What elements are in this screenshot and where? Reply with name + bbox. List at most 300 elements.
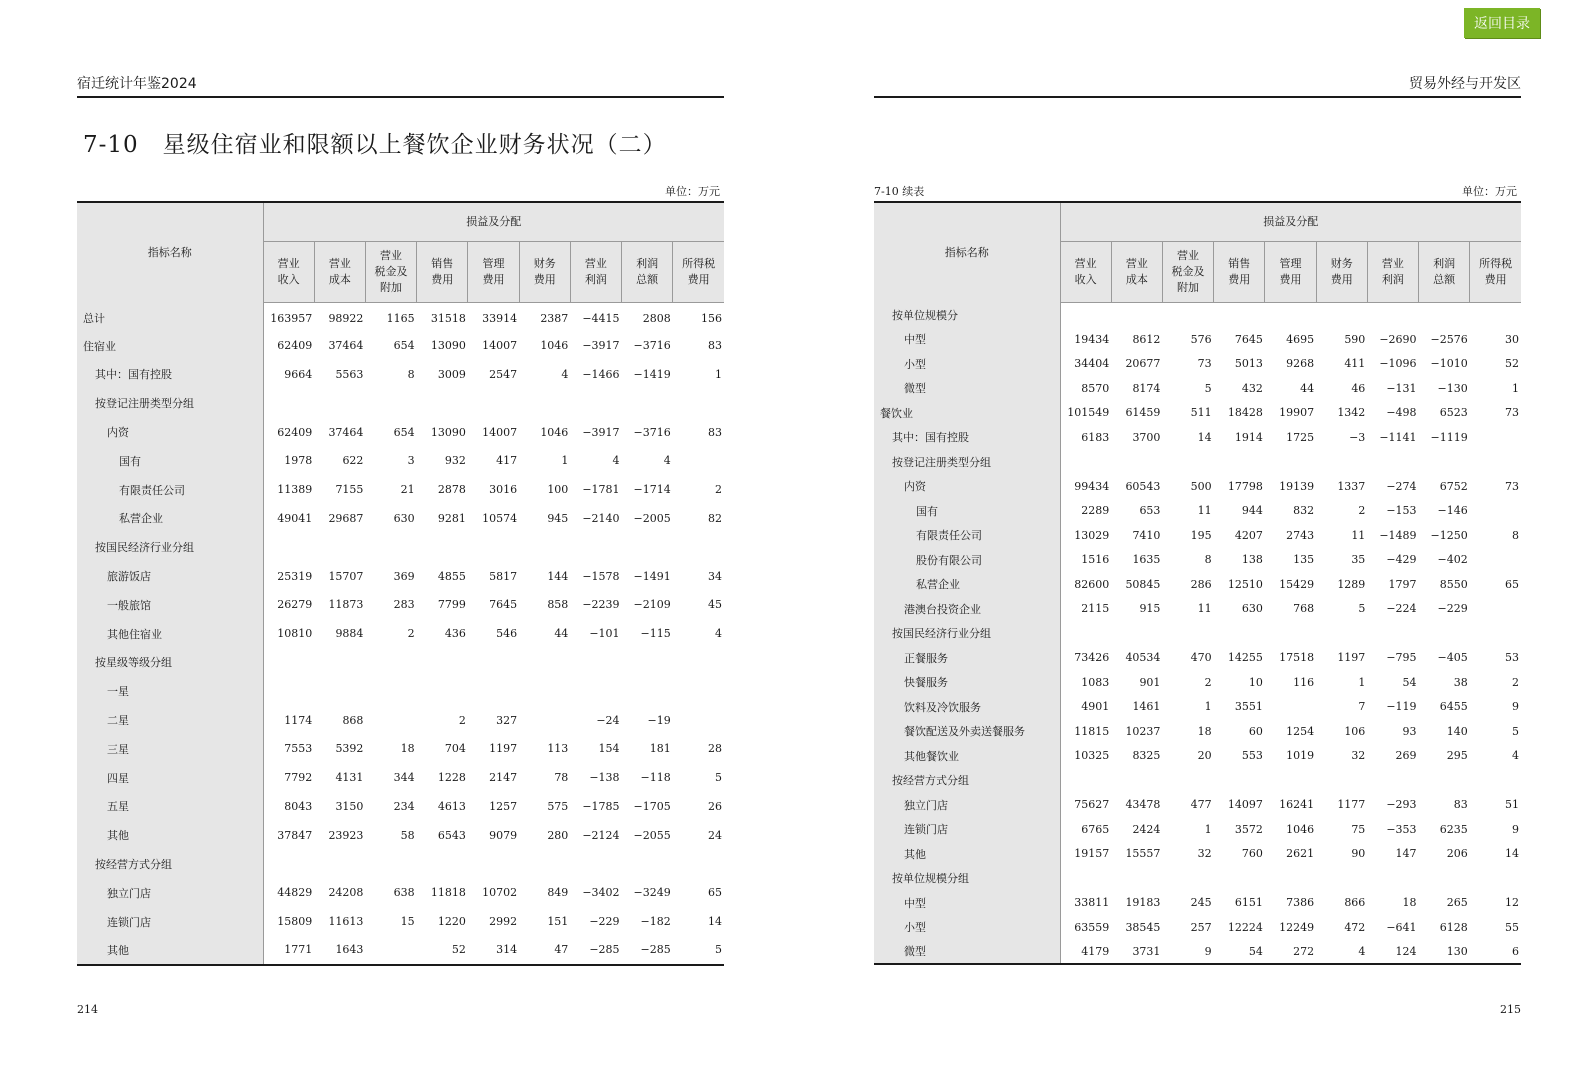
table-cell: 2808 xyxy=(642,311,671,325)
table-cell: 15 xyxy=(400,915,415,929)
table-cell: −405 xyxy=(1437,651,1468,665)
column-header xyxy=(1111,242,1162,303)
table-cell: 7645 xyxy=(1234,332,1263,346)
row-label: 微型 xyxy=(874,940,1060,965)
table-cell: 2 xyxy=(1358,504,1366,518)
table-cell: 622 xyxy=(342,454,364,468)
table-cell: 75627 xyxy=(1074,798,1110,812)
table-cell: 8043 xyxy=(284,799,313,813)
table-cell: 14 xyxy=(1197,430,1212,444)
table-cell: 65 xyxy=(708,886,722,900)
row-label: 内资 xyxy=(874,474,1060,499)
table-cell: 1083 xyxy=(1081,675,1110,689)
page-number: 214 xyxy=(77,1003,98,1016)
table-cell: −130 xyxy=(1437,381,1468,395)
table-row xyxy=(874,474,1521,499)
table-cell: 61459 xyxy=(1125,406,1161,420)
table-cell: 11815 xyxy=(1074,724,1110,738)
column-header-line: 费用 xyxy=(431,273,454,286)
table-row xyxy=(77,677,724,706)
table-cell: 2147 xyxy=(489,771,518,785)
column-header-line: 利润 xyxy=(636,257,659,270)
table-cell: 1797 xyxy=(1388,577,1417,591)
table-cell: 3009 xyxy=(437,367,466,381)
table-cell xyxy=(673,706,724,735)
table-cell: −1010 xyxy=(1430,357,1468,371)
header-indicator-name: 指标名称 xyxy=(874,202,1060,303)
table-cell xyxy=(1316,303,1367,328)
row-label: 其他住宿业 xyxy=(77,619,263,648)
column-header xyxy=(1060,242,1111,303)
table-cell: 10237 xyxy=(1125,724,1161,738)
table-cell: 7645 xyxy=(489,598,518,612)
table-cell: 37464 xyxy=(328,425,364,439)
table-cell: 1220 xyxy=(437,915,466,929)
row-label: 住宿业 xyxy=(77,331,263,360)
table-cell: 6128 xyxy=(1439,920,1468,934)
table-row xyxy=(77,907,724,936)
table-cell: 44829 xyxy=(277,886,313,900)
table-cell: 151 xyxy=(547,915,569,929)
left-page xyxy=(77,0,724,1077)
column-header-line: 销售 xyxy=(431,257,454,270)
column-header-line: 管理 xyxy=(1279,257,1302,270)
table-cell: 265 xyxy=(1446,896,1468,910)
table-cell: 944 xyxy=(1241,504,1263,518)
table-row xyxy=(77,936,724,965)
table-cell xyxy=(468,677,519,706)
table-cell: 1771 xyxy=(284,943,313,957)
table-cell xyxy=(1162,866,1213,891)
table-cell: 82 xyxy=(708,511,722,525)
table-cell: 768 xyxy=(1293,602,1315,616)
column-header-line: 管理 xyxy=(482,257,505,270)
unit-label: 单位：万元 xyxy=(665,185,720,198)
table-cell: 477 xyxy=(1190,798,1212,812)
table-cell xyxy=(263,850,314,879)
table-cell xyxy=(417,389,468,418)
column-header-line: 成本 xyxy=(328,273,351,286)
table-cell xyxy=(1470,425,1521,450)
row-label: 总计 xyxy=(77,303,263,332)
table-cell: −101 xyxy=(589,627,620,641)
column-header xyxy=(1316,242,1367,303)
column-header-line: 附加 xyxy=(1177,281,1200,294)
table-title xyxy=(83,126,667,159)
table-cell: 25319 xyxy=(277,569,313,583)
table-cell: 38 xyxy=(1453,675,1468,689)
table-cell: 156 xyxy=(701,311,722,325)
row-label: 快餐服务 xyxy=(874,670,1060,695)
table-row xyxy=(77,734,724,763)
table-row xyxy=(874,670,1521,695)
row-label: 按经营方式分组 xyxy=(874,768,1060,793)
unit-label: 单位：万元 xyxy=(1462,185,1517,198)
table-cell: −229 xyxy=(589,915,620,929)
table-cell xyxy=(365,389,416,418)
table-cell xyxy=(1111,621,1162,646)
table-cell: 8174 xyxy=(1132,381,1161,395)
table-cell: 4613 xyxy=(437,799,466,813)
row-label: 股份有限公司 xyxy=(874,548,1060,573)
table-cell: −146 xyxy=(1437,504,1468,518)
column-header-line: 营业 xyxy=(584,257,607,270)
table-cell: 37464 xyxy=(328,339,364,353)
table-cell: 10574 xyxy=(482,511,518,525)
table-cell xyxy=(622,850,673,879)
table-cell: 4 xyxy=(612,454,620,468)
table-cell: 12 xyxy=(1505,896,1519,910)
table-cell: 138 xyxy=(1241,553,1263,567)
table-cell: 7553 xyxy=(284,742,313,756)
table-cell: 47 xyxy=(554,943,569,957)
table-cell xyxy=(1470,450,1521,475)
table-cell: 44 xyxy=(1300,381,1315,395)
table-row xyxy=(874,940,1521,965)
table-cell: 113 xyxy=(547,742,569,756)
row-label: 独立门店 xyxy=(874,793,1060,818)
table-cell xyxy=(263,533,314,562)
table-row xyxy=(77,446,724,475)
table-cell xyxy=(263,677,314,706)
table-cell: 83 xyxy=(708,339,722,353)
row-label: 正餐服务 xyxy=(874,646,1060,671)
table-cell: −285 xyxy=(589,943,620,957)
table-row xyxy=(77,706,724,735)
table-cell: 3150 xyxy=(335,799,364,813)
table-cell: 4207 xyxy=(1234,528,1263,542)
table-cell: 1019 xyxy=(1286,749,1315,763)
column-header-line: 费用 xyxy=(482,273,505,286)
table-cell: 1197 xyxy=(1337,651,1366,665)
column-header-line: 总额 xyxy=(636,273,659,286)
table-cell: 99434 xyxy=(1074,479,1110,493)
table-cell: 5817 xyxy=(489,569,518,583)
table-cell xyxy=(1265,450,1316,475)
table-cell: 53 xyxy=(1505,651,1519,665)
table-cell: 5 xyxy=(1512,724,1519,738)
table-cell: −19 xyxy=(647,713,671,727)
return-to-contents-button[interactable]: 返回目录 xyxy=(1464,8,1540,38)
row-label: 连锁门店 xyxy=(874,817,1060,842)
table-cell xyxy=(468,533,519,562)
row-label: 小型 xyxy=(874,915,1060,940)
table-cell: 15429 xyxy=(1279,577,1315,591)
table-cell: 130 xyxy=(1446,944,1468,958)
table-cell: 11818 xyxy=(430,886,466,900)
table-cell: 760 xyxy=(1241,847,1263,861)
table-cell: 1635 xyxy=(1132,553,1161,567)
table-cell: 6 xyxy=(1512,944,1519,958)
table-cell xyxy=(1316,866,1367,891)
table-cell: 576 xyxy=(1190,332,1212,346)
table-cell: 10810 xyxy=(277,627,313,641)
table-cell: 4855 xyxy=(437,569,466,583)
table-cell xyxy=(519,533,570,562)
table-cell: 5 xyxy=(1204,381,1212,395)
table-cell: 75 xyxy=(1351,822,1366,836)
row-label: 国有 xyxy=(77,446,263,475)
table-cell xyxy=(1367,621,1418,646)
table-cell: −2576 xyxy=(1430,332,1468,346)
table-cell: 7155 xyxy=(335,483,364,497)
table-cell: −1489 xyxy=(1379,528,1417,542)
table-cell: 19157 xyxy=(1074,847,1110,861)
table-cell: 411 xyxy=(1344,357,1366,371)
table-cell: 14255 xyxy=(1227,651,1263,665)
column-header xyxy=(1470,242,1521,303)
table-cell: 2547 xyxy=(489,367,518,381)
table-cell xyxy=(468,648,519,677)
column-header-line: 费用 xyxy=(1484,273,1507,286)
row-label: 其中：国有控股 xyxy=(77,360,263,389)
table-cell: 18 xyxy=(1197,724,1212,738)
table-row xyxy=(874,327,1521,352)
table-cell: 52 xyxy=(1505,357,1519,371)
row-label: 其他 xyxy=(77,821,263,850)
table-cell xyxy=(1060,866,1111,891)
table-cell: 4 xyxy=(663,454,671,468)
table-cell: 1228 xyxy=(437,771,466,785)
table-cell: 46 xyxy=(1351,381,1366,395)
table-cell: 18428 xyxy=(1227,406,1263,420)
table-cell: 2 xyxy=(1512,675,1519,689)
table-cell: 653 xyxy=(1139,504,1161,518)
table-cell: 432 xyxy=(1241,381,1263,395)
table-cell xyxy=(1060,768,1111,793)
table-cell xyxy=(1470,499,1521,524)
table-cell: 60 xyxy=(1248,724,1263,738)
table-cell: 472 xyxy=(1344,920,1366,934)
table-cell xyxy=(1162,621,1213,646)
table-cell xyxy=(519,850,570,879)
column-header-line: 营业 xyxy=(380,249,403,262)
table-cell xyxy=(622,533,673,562)
row-label: 中型 xyxy=(874,327,1060,352)
table-cell: 1254 xyxy=(1286,724,1315,738)
table-cell: 1289 xyxy=(1337,577,1366,591)
row-label: 餐饮业 xyxy=(874,401,1060,426)
table-cell: 38545 xyxy=(1125,920,1161,934)
table-cell: −2690 xyxy=(1379,332,1417,346)
row-label: 三星 xyxy=(77,734,263,763)
table-cell xyxy=(365,706,416,735)
table-cell xyxy=(673,648,724,677)
table-cell: 45 xyxy=(708,598,722,612)
table-cell: 1174 xyxy=(284,713,313,727)
table-cell xyxy=(468,389,519,418)
table-cell: 849 xyxy=(547,886,569,900)
table-cell: 8 xyxy=(1204,553,1212,567)
row-label: 有限责任公司 xyxy=(874,523,1060,548)
table-cell: 35 xyxy=(1351,553,1366,567)
table-cell: 33811 xyxy=(1074,896,1110,910)
table-row xyxy=(874,793,1521,818)
table-cell: 8612 xyxy=(1132,332,1161,346)
table-cell xyxy=(570,850,621,879)
table-cell: −153 xyxy=(1386,504,1417,518)
table-cell: 63559 xyxy=(1074,920,1110,934)
table-cell: 62409 xyxy=(277,339,313,353)
table-cell: 24 xyxy=(708,828,722,842)
table-cell: 269 xyxy=(1395,749,1417,763)
table-cell: 11389 xyxy=(277,483,313,497)
table-cell: −285 xyxy=(640,943,671,957)
table-cell: 163957 xyxy=(270,311,313,325)
table-cell: −2055 xyxy=(633,828,671,842)
column-header xyxy=(314,242,365,303)
table-cell: 314 xyxy=(496,943,518,957)
table-cell: 16241 xyxy=(1279,798,1315,812)
table-cell: 553 xyxy=(1241,749,1263,763)
table-cell: 13090 xyxy=(430,339,466,353)
row-label: 其他 xyxy=(874,842,1060,867)
column-header xyxy=(468,242,519,303)
table-row xyxy=(874,866,1521,891)
row-label: 按经营方式分组 xyxy=(77,850,263,879)
table-cell: 19907 xyxy=(1279,406,1315,420)
table-cell: 3551 xyxy=(1234,700,1263,714)
table-cell: 37847 xyxy=(277,828,313,842)
table-cell: 17518 xyxy=(1279,651,1315,665)
table-cell: 83 xyxy=(708,425,722,439)
table-row xyxy=(874,915,1521,940)
table-cell: 14007 xyxy=(482,425,518,439)
column-header-line: 销售 xyxy=(1228,257,1251,270)
table-cell: 2 xyxy=(715,483,722,497)
table-cell: 44 xyxy=(554,627,569,641)
table-cell xyxy=(1214,768,1265,793)
row-label: 二星 xyxy=(77,706,263,735)
table-cell: 206 xyxy=(1446,847,1468,861)
column-header xyxy=(1214,242,1265,303)
column-header-line: 利润 xyxy=(1381,273,1404,286)
table-cell: −1705 xyxy=(633,799,671,813)
table-cell: 654 xyxy=(393,425,415,439)
table-cell: 8 xyxy=(407,367,415,381)
table-cell: 15809 xyxy=(277,915,313,929)
table-cell xyxy=(1367,303,1418,328)
table-cell: 1046 xyxy=(540,425,569,439)
table-cell: 49041 xyxy=(277,511,313,525)
table-row xyxy=(77,648,724,677)
row-label: 其他餐饮业 xyxy=(874,744,1060,769)
table-cell: 26 xyxy=(708,799,722,813)
table-row xyxy=(77,360,724,389)
table-cell: −2109 xyxy=(633,598,671,612)
table-cell: 83 xyxy=(1453,798,1468,812)
table-cell: 10 xyxy=(1248,675,1263,689)
table-cell: 286 xyxy=(1190,577,1212,591)
column-header-line: 营业 xyxy=(1381,257,1404,270)
table-cell: 1725 xyxy=(1286,430,1315,444)
table-cell: 5 xyxy=(715,943,722,957)
table-cell: 280 xyxy=(547,828,569,842)
table-cell: 369 xyxy=(393,569,415,583)
table-cell: 50845 xyxy=(1125,577,1161,591)
table-cell: 344 xyxy=(393,771,415,785)
table-cell: 34404 xyxy=(1074,357,1110,371)
table-cell: 140 xyxy=(1446,724,1468,738)
table-cell: −1578 xyxy=(582,569,620,583)
table-cell: 90 xyxy=(1351,847,1366,861)
row-label: 五星 xyxy=(77,792,263,821)
table-row xyxy=(874,621,1521,646)
row-label: 内资 xyxy=(77,418,263,447)
table-cell: 4 xyxy=(561,367,569,381)
table-cell: 8570 xyxy=(1081,381,1110,395)
table-cell: 9 xyxy=(1512,822,1519,836)
table-cell: 106 xyxy=(1344,724,1366,738)
table-cell: 1337 xyxy=(1337,479,1366,493)
table-cell: 14 xyxy=(708,915,722,929)
table-cell: 868 xyxy=(342,713,364,727)
table-cell: 2 xyxy=(407,627,415,641)
table-cell: −1714 xyxy=(633,483,671,497)
table-row xyxy=(874,817,1521,842)
row-label: 饮料及冷饮服务 xyxy=(874,695,1060,720)
table-cell: 8325 xyxy=(1132,749,1161,763)
table-cell xyxy=(1470,768,1521,793)
table-cell: 5013 xyxy=(1234,357,1263,371)
table-cell: 1516 xyxy=(1081,553,1110,567)
table-cell: 54 xyxy=(1402,675,1417,689)
table-cell: 5563 xyxy=(335,367,364,381)
table-cell: 14097 xyxy=(1227,798,1263,812)
table-cell xyxy=(1214,621,1265,646)
table-cell: 58 xyxy=(400,828,415,842)
table-cell: 6752 xyxy=(1439,479,1468,493)
table-cell: 2 xyxy=(1204,675,1212,689)
column-header xyxy=(622,242,673,303)
table-cell xyxy=(365,648,416,677)
table-cell xyxy=(1419,866,1470,891)
row-label: 小型 xyxy=(874,352,1060,377)
row-label: 国有 xyxy=(874,499,1060,524)
table-cell xyxy=(1470,866,1521,891)
table-cell: 12249 xyxy=(1279,920,1315,934)
table-row xyxy=(77,850,724,879)
table-cell: 8550 xyxy=(1439,577,1468,591)
table-cell: −119 xyxy=(1386,700,1417,714)
table-row xyxy=(874,376,1521,401)
table-cell xyxy=(1316,768,1367,793)
table-cell xyxy=(1060,621,1111,646)
table-cell: 6543 xyxy=(437,828,466,842)
table-cell xyxy=(1162,450,1213,475)
table-cell: 1342 xyxy=(1337,406,1366,420)
table-cell xyxy=(263,648,314,677)
table-cell xyxy=(519,677,570,706)
table-cell: 1257 xyxy=(489,799,518,813)
table-cell: 9 xyxy=(1204,944,1212,958)
table-cell: 51 xyxy=(1505,798,1519,812)
column-header-line: 所得税 xyxy=(1479,257,1513,270)
table-cell: 654 xyxy=(393,339,415,353)
table-cell: 4179 xyxy=(1081,944,1110,958)
running-head-yearbook: 宿迁统计年鉴2024 xyxy=(77,74,724,98)
table-cell xyxy=(314,648,365,677)
table-cell: 13029 xyxy=(1074,528,1110,542)
row-label: 私营企业 xyxy=(77,504,263,533)
table-cell: 1461 xyxy=(1132,700,1161,714)
table-cell: 195 xyxy=(1190,528,1212,542)
table-row xyxy=(874,572,1521,597)
column-header-line: 财务 xyxy=(533,257,556,270)
table-cell xyxy=(1419,621,1470,646)
table-cell: 40534 xyxy=(1125,651,1161,665)
table-cell: 9281 xyxy=(437,511,466,525)
